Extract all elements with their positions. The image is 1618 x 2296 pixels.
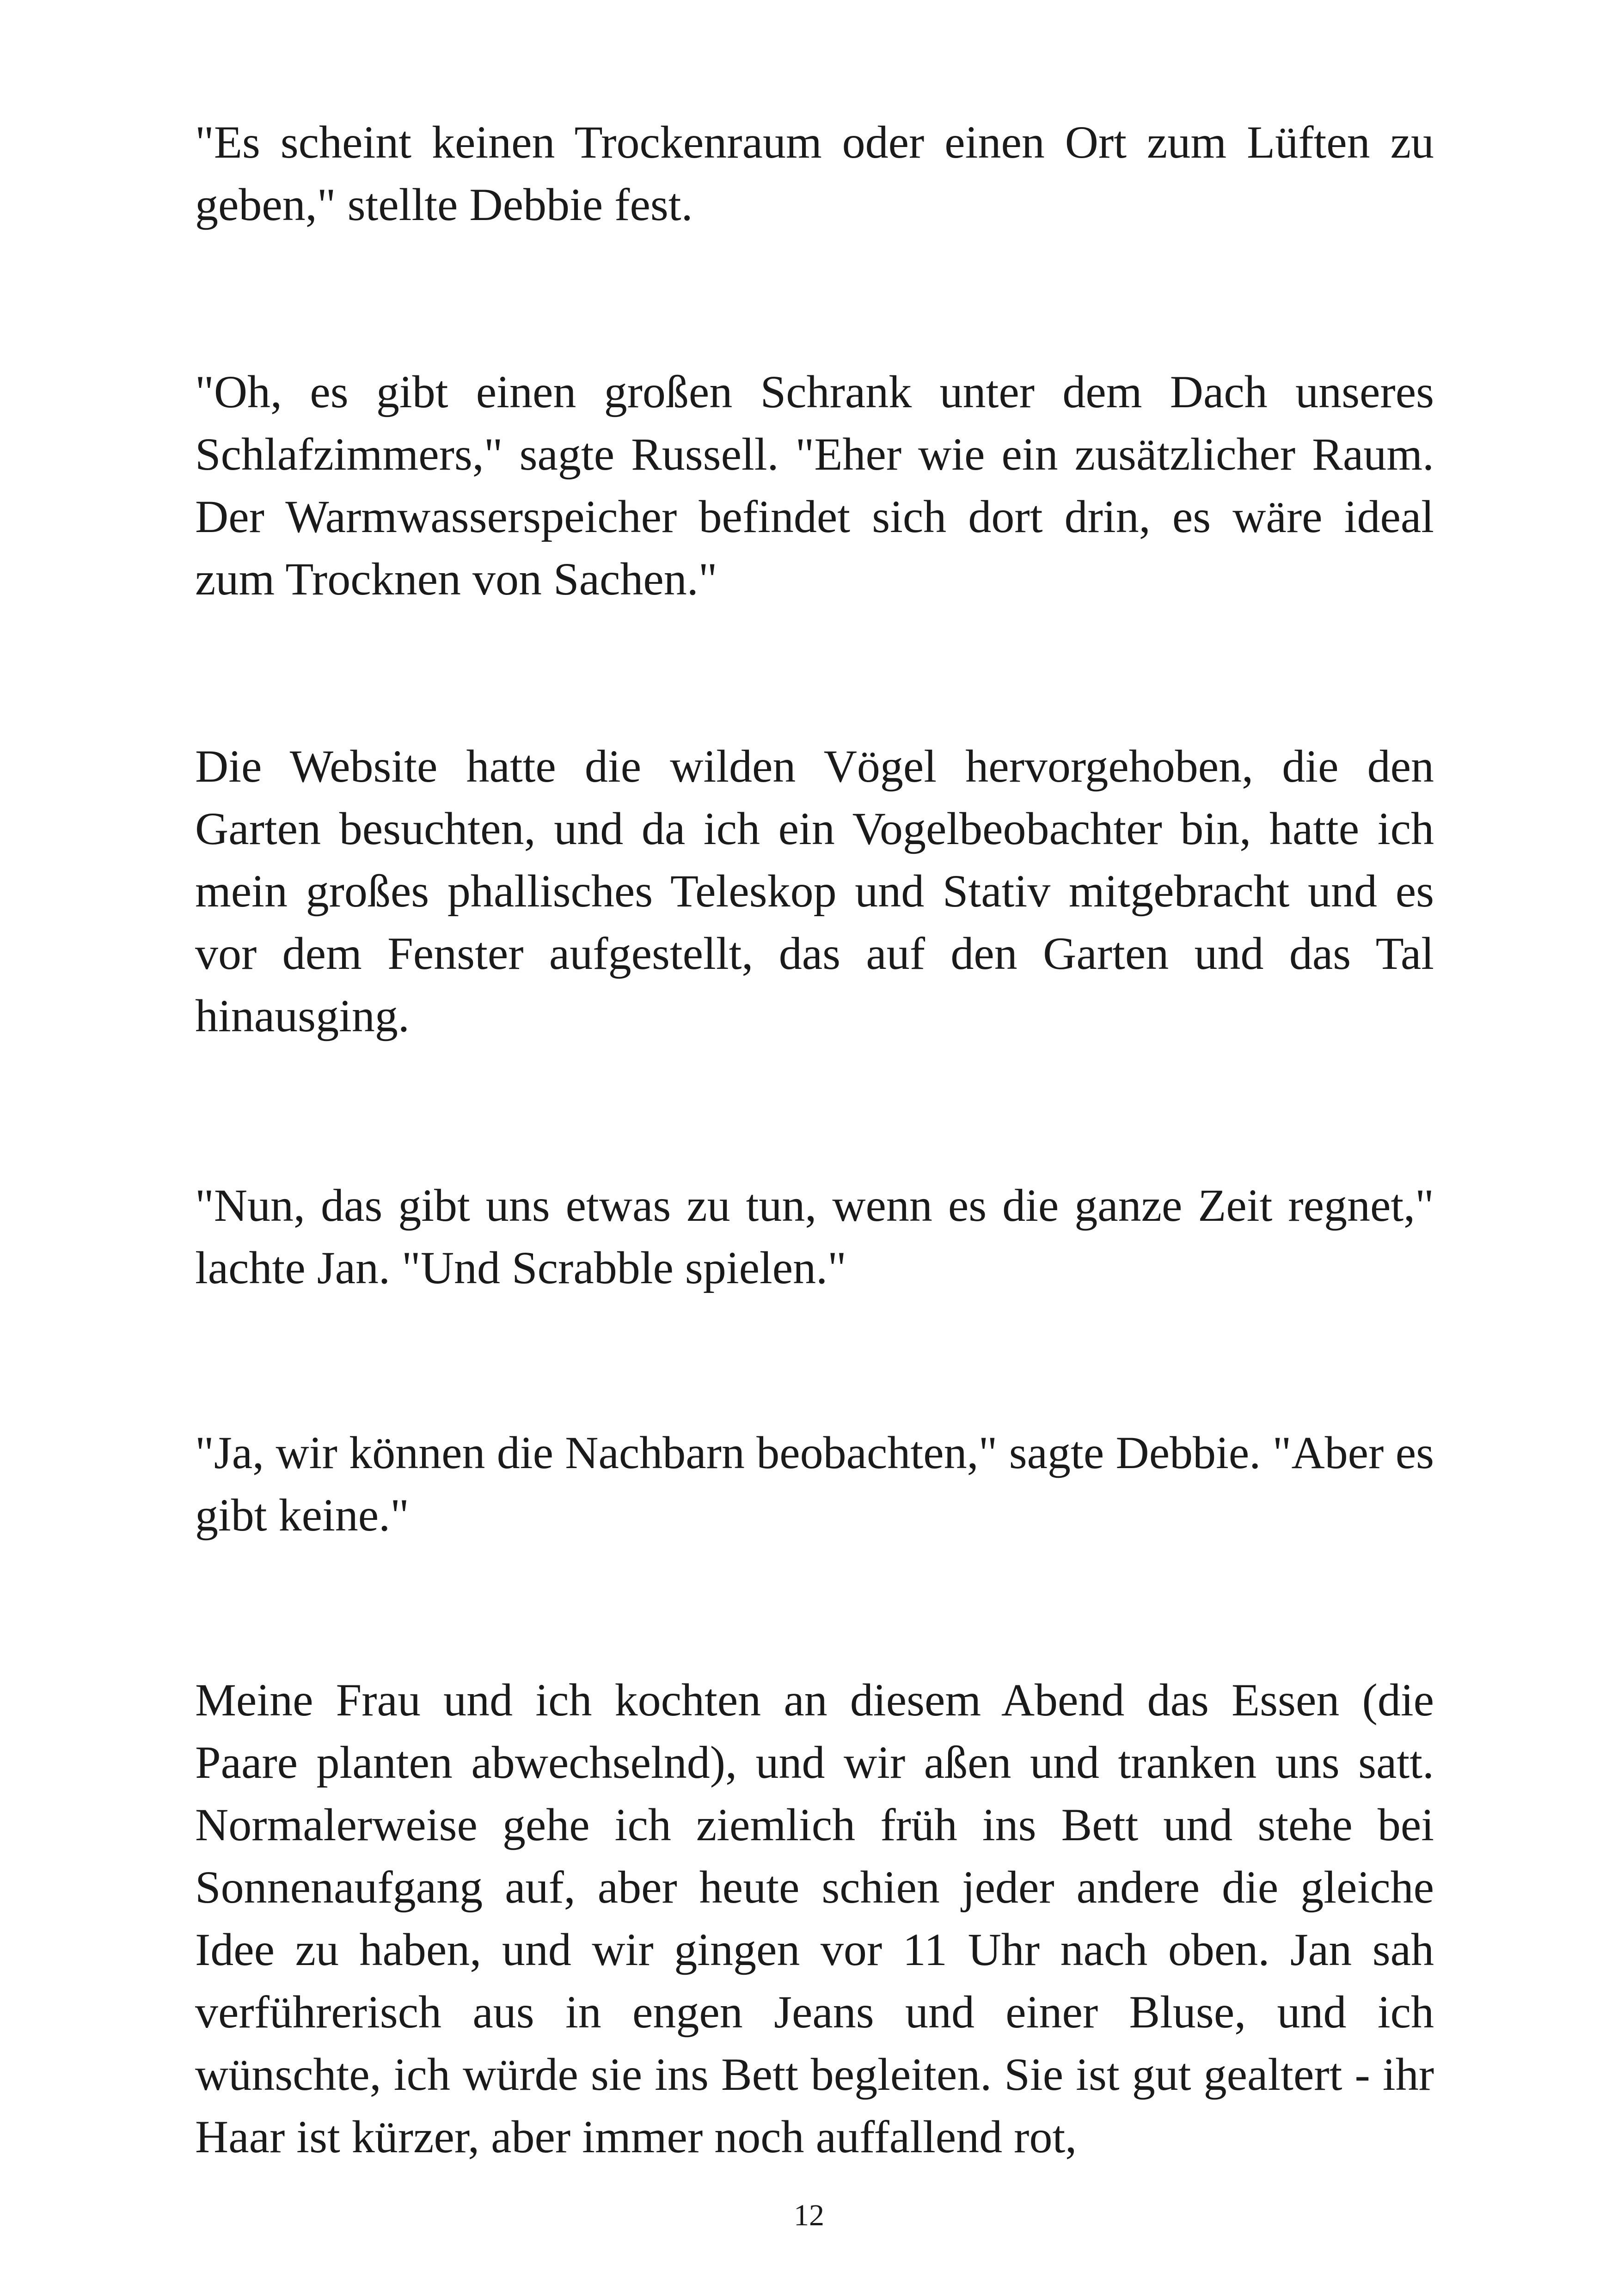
paragraph: "Es scheint keinen Trockenraum oder einen Ort zum Lüften zu geben," stellte Debbie fest. [195, 116, 1434, 230]
paragraph: Die Website hatte die wilden Vögel hervorgehoben, die den Garten besuchten, und da ich ein Vogelbeobachter bin, hatte ich mein großes phallisches Teleskop und Stativ mitgebracht und es vor dem Fenster aufgestellt, das auf den Garten und das Tal hinausging. [195, 741, 1434, 1041]
page-number: 12 [794, 2198, 824, 2232]
paragraph: Meine Frau und ich kochten an diesem Abend das Essen (die Paare planten abwechselnd), und wir aßen und tranken uns satt. Normalerweise gehe ich ziemlich früh ins Bett und stehe bei Sonnenaufgang auf, aber heute schien jeder andere die gleiche Idee zu haben, und wir gingen vor 11 Uhr nach oben. Jan sah verführerisch aus in engen Jeans und einer Bluse, und ich wünschte, ich würde sie ins Bett begleiten. Sie ist gut gealtert - ihr Haar ist kürzer, aber immer noch auffallend rot, [195, 1674, 1434, 2162]
paragraph: "Nun, das gibt uns etwas zu tun, wenn es die ganze Zeit regnet," lachte Jan. "Und Scrabble spielen." [195, 1180, 1434, 1293]
paragraph: "Ja, wir können die Nachbarn beobachten," sagte Debbie. "Aber es gibt keine." [195, 1427, 1434, 1541]
paragraph: "Oh, es gibt einen großen Schrank unter dem Dach unseres Schlafzimmers," sagte Russell. "Eher wie ein zusätzlicher Raum. Der Warmwasserspeicher befindet sich dort drin, es wäre ideal zum Trocknen von Sachen." [195, 366, 1434, 605]
